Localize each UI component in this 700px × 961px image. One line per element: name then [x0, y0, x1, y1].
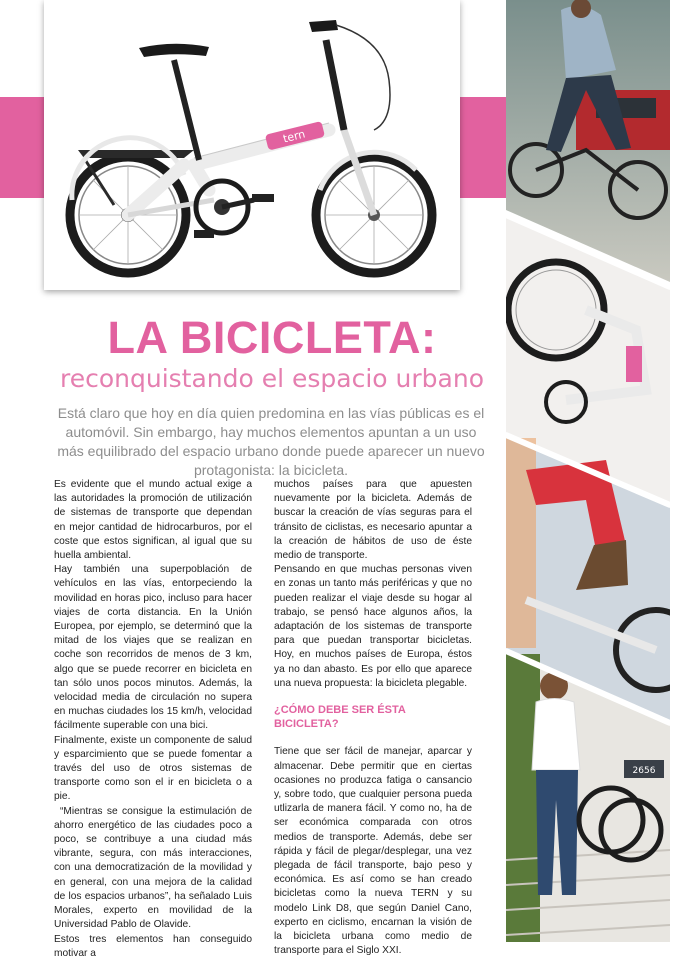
photo-strip [506, 0, 670, 942]
hero-bike-photo [44, 0, 460, 290]
folding-bike-illustration [44, 0, 460, 290]
pink-band-left [0, 97, 44, 198]
paragraph: muchos países para que apuesten nuevamente por la bicicleta. Además de buscar la creación de vías seguras para el tránsito de ciclistas, es necesario apuntar a la creación de hábitos de uso de éste medio de transporte. [274, 479, 472, 562]
quote-paragraph: “Mientras se consigue la estimulación de ahorro energético de las ciudades poco a poco, se contribuye a una ciudad más vibrante, segura, con más interacciones, con una democratización de la movilidad y en general, con una mejora de la calidad de los espacios urbanos”, ha señalado Luis Morales, experto en movilidad de la Universidad Pablo de Olavide. [54, 805, 252, 931]
photo-strip-collage [506, 0, 670, 942]
house-number: 2656 [632, 766, 656, 776]
paragraph: Tiene que ser fácil de manejar, aparcar y almacenar. Debe permitir que en ciertas ocasiones no produzca fatiga o cansancio y, sobre todo, que cualquier persona pueda utlizarla de manera fácil. Y como no, ha de ser económica comparada con otros medios de transporte. Además, debe ser rápida y fácil de plegar/desplegar, una vez plegada de fácil transporte, bajo peso y económica. Es así como se han creado bicicletas como la nueva TERN y su modelo Link D8, que según Daniel Cano, experto en ciclismo, encarnan la visión de la bicicleta urbana como medio de transporte para el Siglo XXI. [274, 746, 472, 957]
article-lead: Está claro que hoy en día quien predomina en las vías públicas es el automóvil. Sin embargo, hay muchos elementos apuntan a un uso más equilibrado del espacio urbano donde puede aparecer un nuevo protagonista: la bicicleta. [57, 405, 485, 478]
paragraph: Finalmente, existe un componente de salud y esparcimiento que se puede fomentar a través del uso de otros sistemas de transporte como son el ir en bicicleta o a pie. [54, 734, 252, 803]
pink-band-right [460, 97, 508, 198]
paragraph: Hay también una superpoblación de vehículos en las vías, entorpeciendo la movilidad en horas pico, incluso para hacer viajes de corta distancia. En la Unión Europea, por ejemplo, se determinó que la mitad de los viajes que se realizan en coche son recorridos de menos de 3 km, algo que se puede recorrer en bicicleta en tan sólo unos pocos minutos. Además, la velocidad media de circulación no supera en muchas ciudades los 15 km/h, velocidad fácilmente superable con una bici. [54, 564, 252, 732]
paragraph: Estos tres elementos han conseguido motivar a [54, 933, 252, 959]
frame-logo: tern [281, 127, 307, 146]
paragraph: Pensando en que muchas personas viven en zonas un tanto más periféricas y que no pueden realizar el viaje desde su hogar al trabajo, se pensó hace algunos años, la adaptación de los sistemas de transporte para que puedan transportar bicicletas. Hoy, en muchos países de Europa, éstos ya no dan abasto. Es por ello que aparece una nueva propuesta: la bicicleta plegable. [274, 564, 472, 689]
section-heading: ¿CÓMO DEBE SER ÉSTA BICICLETA? [274, 704, 406, 731]
article-title: LA BICICLETA: [107, 312, 437, 363]
paragraph: Es evidente que el mundo actual exige a las autoridades la promoción de utilización de sistemas de transporte que dependan en mejor cantidad de hidrocarburos, por el coste que estos significan, al igual que su huella ambiental. [54, 479, 252, 562]
article-subtitle: reconquistando el espacio urbano [59, 364, 484, 393]
body-column-right [274, 478, 472, 959]
body-column-left [54, 478, 252, 961]
